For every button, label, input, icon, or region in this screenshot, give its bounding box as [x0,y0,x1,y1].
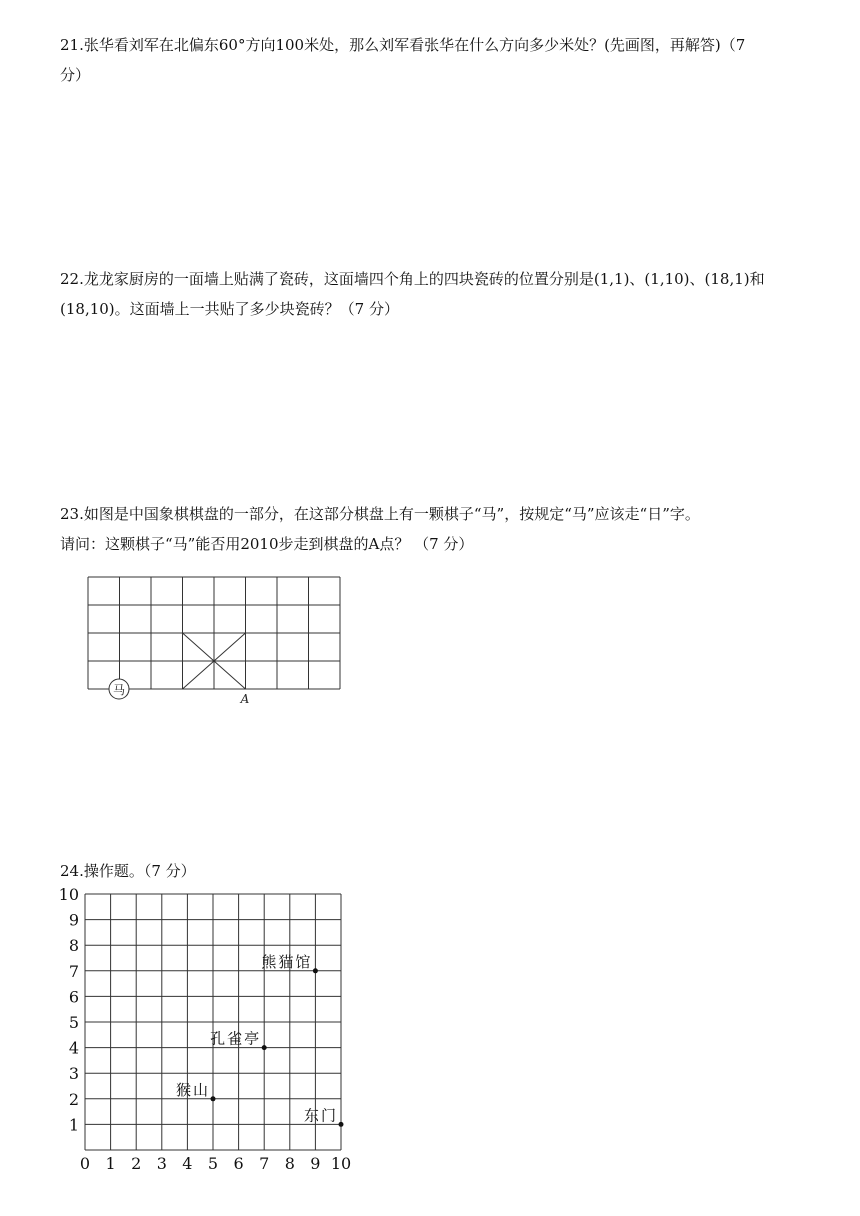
y-tick-label: 6 [68,987,79,1007]
question-23-line2: 请问：这颗棋子“马”能否用2010步走到棋盘的A点？ （7 分） [60,535,474,553]
x-tick-label: 4 [182,1154,193,1173]
y-tick-label: 3 [68,1064,79,1084]
y-tick-label: 10 [58,885,79,904]
location-point [339,1122,344,1127]
y-tick-label: 9 [68,910,79,930]
x-tick-label: 1 [105,1154,116,1173]
question-22-line2: (18,10)。这面墙上一共贴了多少块瓷砖？（7 分） [60,300,399,318]
location-label: 东门 [303,1106,338,1125]
x-tick-label: 10 [330,1154,352,1173]
question-23 [60,499,840,559]
x-tick-label: 2 [131,1154,142,1173]
point-a-label: A [240,692,250,706]
coordinate-grid-figure [55,880,365,1175]
y-tick-label: 2 [68,1089,79,1109]
x-tick-label: 0 [79,1154,91,1173]
x-tick-label: 8 [284,1154,295,1173]
location-label: 孔雀亭 [210,1029,262,1048]
y-tick-label: 4 [68,1038,79,1058]
location-point [262,1045,267,1050]
horse-piece-label: 马 [112,683,126,697]
y-tick-label: 5 [68,1013,79,1032]
question-23-line1: 23.如图是中国象棋棋盘的一部分，在这部分棋盘上有一颗棋子“马”，按规定“马”应该走“日”字。 [60,505,700,523]
y-tick-label: 1 [68,1115,79,1135]
y-tick-label: 7 [68,961,79,981]
location-point [313,968,318,973]
x-tick-label: 5 [207,1154,219,1173]
location-point [211,1096,216,1101]
x-tick-label: 7 [259,1154,270,1173]
question-22 [60,264,840,324]
y-tick-label: 8 [68,936,79,956]
location-label: 猴山 [175,1080,210,1099]
question-21-line2: 分） [60,66,91,84]
x-tick-label: 9 [310,1154,321,1173]
x-tick-label: 3 [156,1154,167,1173]
location-label: 熊猫馆 [261,952,313,971]
question-21-line1: 21.张华看刘军在北偏东60°方向100米处，那么刘军看张华在什么方向多少米处？(先画图，再解答)（7 [60,36,746,54]
question-24-line1: 24.操作题。（7 分） [60,862,196,880]
question-22-line1: 22.龙龙家厨房的一面墙上贴满了瓷砖，这面墙四个角上的四块瓷砖的位置分别是(1,1)、(1,10)、(18,1)和 [60,270,765,288]
chess-board-figure [80,570,360,710]
x-tick-label: 6 [233,1154,244,1173]
question-21 [60,30,840,90]
